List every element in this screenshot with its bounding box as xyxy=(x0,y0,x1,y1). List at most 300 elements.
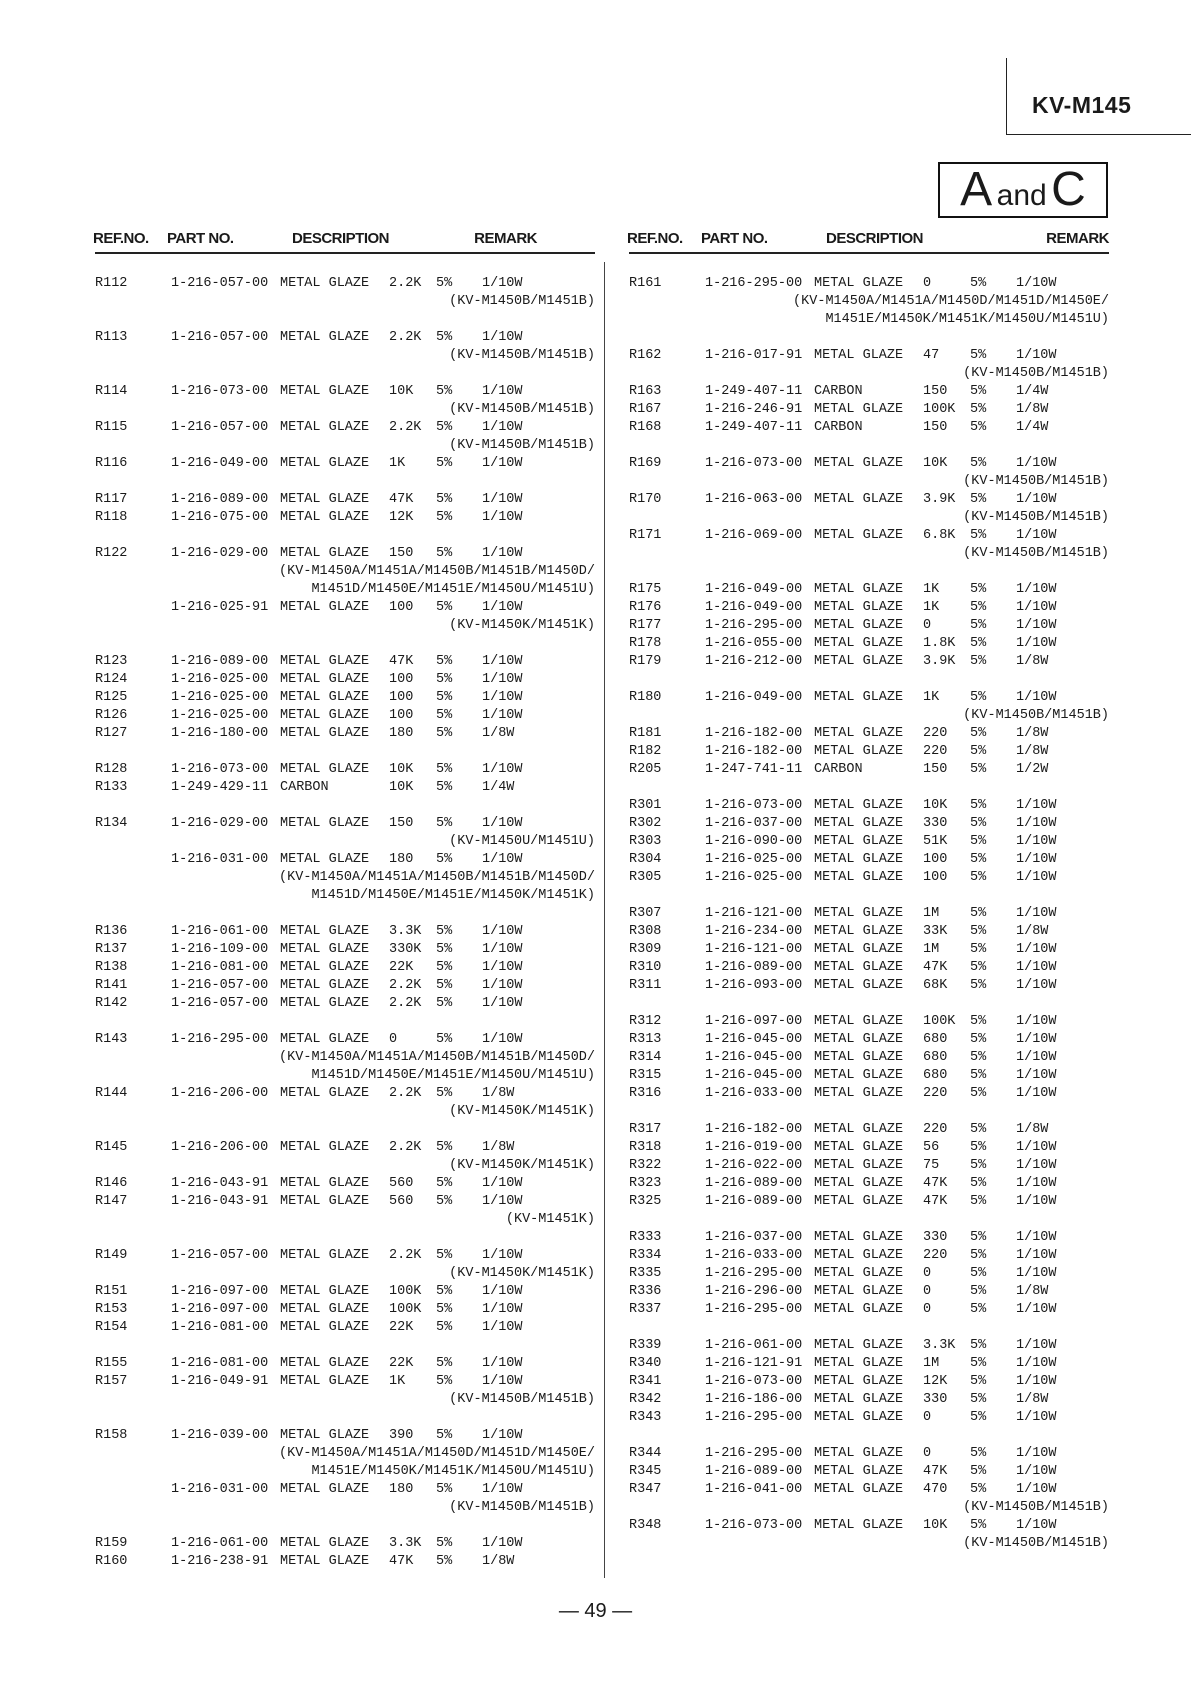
part-row xyxy=(95,1427,595,1445)
part-ref: R305 xyxy=(629,870,662,885)
part-row xyxy=(95,671,595,689)
part-row xyxy=(95,707,595,725)
part-row xyxy=(95,653,595,671)
part-val: 220 xyxy=(923,744,948,759)
part-desc: METAL GLAZE xyxy=(280,816,370,831)
part-val: 2.2K xyxy=(389,1140,422,1155)
part-pow: 1/10W xyxy=(1016,690,1057,705)
part-part: 1-216-073-00 xyxy=(171,384,269,399)
part-ref: R340 xyxy=(629,1356,662,1371)
part-desc: METAL GLAZE xyxy=(814,1158,904,1173)
part-row xyxy=(629,1229,1109,1247)
part-desc: METAL GLAZE xyxy=(814,1338,904,1353)
part-val: 3.3K xyxy=(389,924,422,939)
part-pow: 1/4W xyxy=(482,780,515,795)
part-tol: 5% xyxy=(970,348,987,363)
part-part: 1-216-041-00 xyxy=(705,1482,803,1497)
part-ref: R322 xyxy=(629,1158,662,1173)
part-tol: 5% xyxy=(970,1374,987,1389)
part-val: 47K xyxy=(923,1194,948,1209)
part-tol: 5% xyxy=(970,1518,987,1533)
part-tol: 5% xyxy=(970,1032,987,1047)
part-row xyxy=(629,527,1109,545)
part-desc: METAL GLAZE xyxy=(280,1032,370,1047)
part-tol: 5% xyxy=(970,420,987,435)
part-pow: 1/10W xyxy=(482,708,523,723)
part-row xyxy=(629,815,1109,833)
part-tol: 5% xyxy=(970,744,987,759)
part-row xyxy=(629,1283,1109,1301)
part-pow: 1/10W xyxy=(1016,1302,1057,1317)
part-row xyxy=(95,599,595,617)
section-title-box xyxy=(938,162,1108,218)
part-part: 1-216-075-00 xyxy=(171,510,269,525)
part-desc: METAL GLAZE xyxy=(280,690,370,705)
part-row xyxy=(629,653,1109,671)
part-row xyxy=(95,1031,595,1049)
part-desc: METAL GLAZE xyxy=(280,420,370,435)
part-part: 1-216-089-00 xyxy=(171,654,269,669)
part-pow: 1/10W xyxy=(1016,1230,1057,1245)
part-part: 1-216-043-91 xyxy=(171,1194,269,1209)
part-pow: 1/10W xyxy=(482,1302,523,1317)
part-val: 1M xyxy=(923,942,940,957)
part-ref: R345 xyxy=(629,1464,662,1479)
part-val: 6.8K xyxy=(923,528,956,543)
part-remark: (KV-M1450B/M1451B) xyxy=(963,1536,1109,1551)
part-row xyxy=(95,329,595,347)
part-part: 1-216-033-00 xyxy=(705,1248,803,1263)
part-pow: 1/10W xyxy=(482,1320,523,1335)
part-desc: METAL GLAZE xyxy=(814,1518,904,1533)
part-desc: METAL GLAZE xyxy=(280,492,370,507)
part-val: 100K xyxy=(389,1302,422,1317)
part-ref: R118 xyxy=(95,510,128,525)
part-ref: R134 xyxy=(95,816,128,831)
part-part: 1-216-295-00 xyxy=(171,1032,269,1047)
part-row xyxy=(95,923,595,941)
part-part: 1-216-081-00 xyxy=(171,960,269,975)
part-tol: 5% xyxy=(436,924,453,939)
part-pow: 1/8W xyxy=(1016,654,1049,669)
part-row xyxy=(629,419,1109,437)
part-val: 100 xyxy=(389,600,414,615)
part-pow: 1/10W xyxy=(1016,1014,1057,1029)
part-tol: 5% xyxy=(970,1176,987,1191)
part-desc: METAL GLAZE xyxy=(280,726,370,741)
part-desc: METAL GLAZE xyxy=(814,1374,904,1389)
part-tol: 5% xyxy=(436,960,453,975)
part-row xyxy=(629,797,1109,815)
part-val: 180 xyxy=(389,852,414,867)
part-remark: (KV-M1450B/M1451B) xyxy=(963,1500,1109,1515)
part-row xyxy=(629,1517,1109,1535)
part-tol: 5% xyxy=(970,600,987,615)
part-tol: 5% xyxy=(970,654,987,669)
column-header xyxy=(95,230,595,252)
part-remark: (KV-M1450A/M1451A/M1450B/M1451B/M1450D/ xyxy=(279,564,595,579)
part-ref: R310 xyxy=(629,960,662,975)
part-tol: 5% xyxy=(436,1302,453,1317)
part-row xyxy=(629,1409,1109,1427)
model-title: KV-M145 xyxy=(1032,92,1132,118)
part-part: 1-216-295-00 xyxy=(705,276,803,291)
header-rule xyxy=(95,252,595,254)
part-desc: METAL GLAZE xyxy=(814,582,904,597)
part-row xyxy=(629,977,1109,995)
parts-column-left xyxy=(95,230,595,1571)
part-desc: METAL GLAZE xyxy=(814,978,904,993)
part-tol: 5% xyxy=(970,1158,987,1173)
part-val: 47K xyxy=(389,1554,414,1569)
part-part: 1-216-089-00 xyxy=(705,1464,803,1479)
part-desc: METAL GLAZE xyxy=(814,870,904,885)
part-pow: 1/10W xyxy=(482,654,523,669)
part-part: 1-216-182-00 xyxy=(705,1122,803,1137)
part-row xyxy=(629,941,1109,959)
part-row xyxy=(629,635,1109,653)
part-remark: M1451D/M1450E/M1451E/M1450U/M1451U) xyxy=(311,582,595,597)
part-row xyxy=(95,1175,595,1193)
part-part: 1-216-089-00 xyxy=(705,1194,803,1209)
section-letter-c: C xyxy=(1051,163,1086,216)
part-ref: R142 xyxy=(95,996,128,1011)
part-pow: 1/10W xyxy=(482,816,523,831)
part-val: 10K xyxy=(923,798,948,813)
part-desc: METAL GLAZE xyxy=(814,1050,904,1065)
part-val: 100 xyxy=(389,690,414,705)
part-row xyxy=(95,761,595,779)
part-desc: METAL GLAZE xyxy=(814,690,904,705)
part-desc: METAL GLAZE xyxy=(280,1536,370,1551)
part-val: 100K xyxy=(923,1014,956,1029)
part-ref: R138 xyxy=(95,960,128,975)
part-part: 1-216-206-00 xyxy=(171,1140,269,1155)
part-ref: R337 xyxy=(629,1302,662,1317)
part-tol: 5% xyxy=(970,276,987,291)
part-val: 75 xyxy=(923,1158,940,1173)
part-desc: METAL GLAZE xyxy=(814,600,904,615)
part-desc: METAL GLAZE xyxy=(280,978,370,993)
part-pow: 1/10W xyxy=(1016,1194,1057,1209)
part-pow: 1/10W xyxy=(1016,1176,1057,1191)
part-row xyxy=(95,491,595,509)
part-row xyxy=(629,617,1109,635)
part-pow: 1/10W xyxy=(1016,1140,1057,1155)
part-pow: 1/10W xyxy=(482,960,523,975)
header-desc: DESCRIPTION xyxy=(292,230,390,247)
part-val: 150 xyxy=(923,384,948,399)
part-val: 2.2K xyxy=(389,420,422,435)
part-pow: 1/10W xyxy=(1016,1068,1057,1083)
part-ref: R309 xyxy=(629,942,662,957)
part-part: 1-216-061-00 xyxy=(171,924,269,939)
part-ref: R205 xyxy=(629,762,662,777)
part-desc: METAL GLAZE xyxy=(814,1140,904,1155)
part-ref: R182 xyxy=(629,744,662,759)
part-ref: R313 xyxy=(629,1032,662,1047)
part-part: 1-216-089-00 xyxy=(705,960,803,975)
part-desc: METAL GLAZE xyxy=(280,1176,370,1191)
part-val: 68K xyxy=(923,978,948,993)
part-part: 1-216-045-00 xyxy=(705,1032,803,1047)
part-ref: R133 xyxy=(95,780,128,795)
part-ref: R302 xyxy=(629,816,662,831)
part-ref: R177 xyxy=(629,618,662,633)
part-desc: METAL GLAZE xyxy=(280,1140,370,1155)
part-desc: METAL GLAZE xyxy=(814,492,904,507)
part-row xyxy=(629,455,1109,473)
part-pow: 1/10W xyxy=(1016,348,1057,363)
part-part: 1-216-057-00 xyxy=(171,420,269,435)
part-part: 1-216-073-00 xyxy=(705,1374,803,1389)
part-val: 1K xyxy=(389,1374,406,1389)
part-row xyxy=(629,1355,1109,1373)
part-ref: R312 xyxy=(629,1014,662,1029)
part-ref: R318 xyxy=(629,1140,662,1155)
part-ref: R116 xyxy=(95,456,128,471)
part-ref: R155 xyxy=(95,1356,128,1371)
part-ref: R158 xyxy=(95,1428,128,1443)
part-ref: R343 xyxy=(629,1410,662,1425)
page-number: — 49 — xyxy=(558,1600,633,1622)
part-tol: 5% xyxy=(970,1266,987,1281)
part-row xyxy=(629,1337,1109,1355)
part-ref: R314 xyxy=(629,1050,662,1065)
part-val: 1M xyxy=(923,906,940,921)
part-row xyxy=(95,545,595,563)
part-remark: M1451D/M1450E/M1451E/M1450U/M1451U) xyxy=(311,1068,595,1083)
part-tol: 5% xyxy=(970,1050,987,1065)
part-desc: METAL GLAZE xyxy=(814,636,904,651)
part-val: 10K xyxy=(923,1518,948,1533)
part-ref: R161 xyxy=(629,276,662,291)
part-pow: 1/10W xyxy=(1016,1032,1057,1047)
part-ref: R342 xyxy=(629,1392,662,1407)
part-pow: 1/10W xyxy=(1016,1410,1057,1425)
part-ref: R145 xyxy=(95,1140,128,1155)
part-desc: METAL GLAZE xyxy=(814,1410,904,1425)
part-row xyxy=(629,1481,1109,1499)
part-tol: 5% xyxy=(970,1248,987,1263)
part-val: 1K xyxy=(923,690,940,705)
part-part: 1-216-031-00 xyxy=(171,852,269,867)
part-ref: R128 xyxy=(95,762,128,777)
part-val: 2.2K xyxy=(389,978,422,993)
part-row xyxy=(629,833,1109,851)
part-pow: 1/10W xyxy=(1016,1338,1057,1353)
part-row xyxy=(95,383,595,401)
part-tol: 5% xyxy=(970,402,987,417)
part-row xyxy=(629,383,1109,401)
part-ref: R126 xyxy=(95,708,128,723)
part-part: 1-216-049-00 xyxy=(705,690,803,705)
part-row xyxy=(95,1535,595,1553)
part-row xyxy=(95,1373,595,1391)
part-tol: 5% xyxy=(436,456,453,471)
part-remark: (KV-M1450B/M1451B) xyxy=(449,1392,595,1407)
part-row xyxy=(629,959,1109,977)
header-part: PART NO. xyxy=(701,230,768,247)
part-ref: R122 xyxy=(95,546,128,561)
part-remark: (KV-M1450K/M1451K) xyxy=(449,1158,595,1173)
part-part: 1-216-097-00 xyxy=(171,1284,269,1299)
part-tol: 5% xyxy=(436,1194,453,1209)
part-row xyxy=(629,1175,1109,1193)
part-row xyxy=(629,1085,1109,1103)
part-pow: 1/10W xyxy=(1016,492,1057,507)
part-desc: METAL GLAZE xyxy=(280,1482,370,1497)
part-desc: METAL GLAZE xyxy=(814,852,904,867)
part-val: 680 xyxy=(923,1032,948,1047)
part-desc: METAL GLAZE xyxy=(280,762,370,777)
part-tol: 5% xyxy=(970,1410,987,1425)
part-part: 1-216-295-00 xyxy=(705,1302,803,1317)
part-desc: METAL GLAZE xyxy=(814,744,904,759)
part-pow: 1/10W xyxy=(1016,798,1057,813)
part-val: 47K xyxy=(923,1176,948,1191)
part-remark: (KV-M1450K/M1451K) xyxy=(449,1266,595,1281)
part-pow: 1/10W xyxy=(482,510,523,525)
part-ref: R347 xyxy=(629,1482,662,1497)
part-ref: R167 xyxy=(629,402,662,417)
part-val: 2.2K xyxy=(389,1248,422,1263)
part-tol: 5% xyxy=(436,1374,453,1389)
part-desc: METAL GLAZE xyxy=(280,1374,370,1389)
part-tol: 5% xyxy=(436,780,453,795)
part-remark: (KV-M1450B/M1451B) xyxy=(449,402,595,417)
part-row xyxy=(629,1067,1109,1085)
part-tol: 5% xyxy=(436,492,453,507)
part-part: 1-216-212-00 xyxy=(705,654,803,669)
part-tol: 5% xyxy=(970,942,987,957)
part-tol: 5% xyxy=(436,852,453,867)
part-pow: 1/10W xyxy=(482,1194,523,1209)
part-part: 1-216-089-00 xyxy=(171,492,269,507)
part-part: 1-216-089-00 xyxy=(705,1176,803,1191)
part-pow: 1/10W xyxy=(482,852,523,867)
column-header xyxy=(629,230,1109,252)
part-part: 1-216-022-00 xyxy=(705,1158,803,1173)
part-tol: 5% xyxy=(970,690,987,705)
part-part: 1-216-049-00 xyxy=(705,582,803,597)
part-pow: 1/10W xyxy=(1016,276,1057,291)
part-tol: 5% xyxy=(970,1284,987,1299)
part-ref: R171 xyxy=(629,528,662,543)
part-pow: 1/4W xyxy=(1016,420,1049,435)
part-part: 1-216-025-00 xyxy=(171,708,269,723)
part-tol: 5% xyxy=(970,870,987,885)
part-row xyxy=(95,689,595,707)
part-tol: 5% xyxy=(436,672,453,687)
part-part: 1-216-121-00 xyxy=(705,942,803,957)
part-remark: (KV-M1450K/M1451K) xyxy=(449,1104,595,1119)
part-row xyxy=(629,1121,1109,1139)
part-tol: 5% xyxy=(436,276,453,291)
part-desc: METAL GLAZE xyxy=(280,1302,370,1317)
part-part: 1-216-238-91 xyxy=(171,1554,269,1569)
header-remark: REMARK xyxy=(1046,230,1109,247)
part-desc: METAL GLAZE xyxy=(814,1248,904,1263)
part-desc: METAL GLAZE xyxy=(280,384,370,399)
part-tol: 5% xyxy=(436,1032,453,1047)
section-letter-a: A xyxy=(960,163,993,216)
part-desc: METAL GLAZE xyxy=(814,1266,904,1281)
part-desc: METAL GLAZE xyxy=(814,1068,904,1083)
part-ref: R143 xyxy=(95,1032,128,1047)
part-tol: 5% xyxy=(436,1320,453,1335)
part-desc: METAL GLAZE xyxy=(814,1176,904,1191)
part-tol: 5% xyxy=(970,816,987,831)
part-desc: METAL GLAZE xyxy=(280,456,370,471)
part-ref: R125 xyxy=(95,690,128,705)
part-tol: 5% xyxy=(436,330,453,345)
part-val: 3.9K xyxy=(923,654,956,669)
part-pow: 1/10W xyxy=(482,996,523,1011)
part-tol: 5% xyxy=(436,690,453,705)
part-desc: METAL GLAZE xyxy=(814,960,904,975)
part-remark: M1451E/M1450K/M1451K/M1450U/M1451U) xyxy=(825,312,1109,327)
part-desc: METAL GLAZE xyxy=(814,924,904,939)
part-part: 1-249-407-11 xyxy=(705,420,803,435)
part-desc: METAL GLAZE xyxy=(280,1554,370,1569)
part-part: 1-216-296-00 xyxy=(705,1284,803,1299)
part-tol: 5% xyxy=(436,1428,453,1443)
part-val: 2.2K xyxy=(389,1086,422,1101)
part-part: 1-216-206-00 xyxy=(171,1086,269,1101)
part-val: 470 xyxy=(923,1482,948,1497)
part-pow: 1/10W xyxy=(482,1248,523,1263)
part-remark: (KV-M1450K/M1451K) xyxy=(449,618,595,633)
part-tol: 5% xyxy=(436,942,453,957)
part-desc: METAL GLAZE xyxy=(280,852,370,867)
part-part: 1-216-295-00 xyxy=(705,1266,803,1281)
part-desc: METAL GLAZE xyxy=(280,600,370,615)
part-part: 1-216-295-00 xyxy=(705,1446,803,1461)
part-val: 220 xyxy=(923,1086,948,1101)
part-ref: R136 xyxy=(95,924,128,939)
header-part: PART NO. xyxy=(167,230,234,247)
part-val: 560 xyxy=(389,1194,414,1209)
part-part: 1-216-029-00 xyxy=(171,546,269,561)
part-row xyxy=(95,995,595,1013)
part-pow: 1/10W xyxy=(482,1536,523,1551)
part-desc: METAL GLAZE xyxy=(814,1230,904,1245)
part-part: 1-216-073-00 xyxy=(705,1518,803,1533)
part-pow: 1/10W xyxy=(1016,636,1057,651)
part-val: 1.8K xyxy=(923,636,956,651)
part-part: 1-216-025-00 xyxy=(171,690,269,705)
part-remark: (KV-M1450A/M1451A/M1450D/M1451D/M1450E/ xyxy=(279,1446,595,1461)
part-ref: R163 xyxy=(629,384,662,399)
part-pow: 1/10W xyxy=(482,546,523,561)
part-val: 2.2K xyxy=(389,330,422,345)
part-row xyxy=(629,1301,1109,1319)
part-pow: 1/10W xyxy=(1016,978,1057,993)
part-part: 1-216-246-91 xyxy=(705,402,803,417)
part-val: 3.3K xyxy=(923,1338,956,1353)
part-row xyxy=(629,1391,1109,1409)
part-pow: 1/10W xyxy=(482,330,523,345)
part-row xyxy=(629,599,1109,617)
part-tol: 5% xyxy=(436,726,453,741)
part-desc: CARBON xyxy=(814,762,863,777)
part-part: 1-216-073-00 xyxy=(705,456,803,471)
part-remark: (KV-M1451K) xyxy=(505,1212,595,1227)
part-row xyxy=(629,581,1109,599)
part-val: 560 xyxy=(389,1176,414,1191)
part-row xyxy=(629,1463,1109,1481)
